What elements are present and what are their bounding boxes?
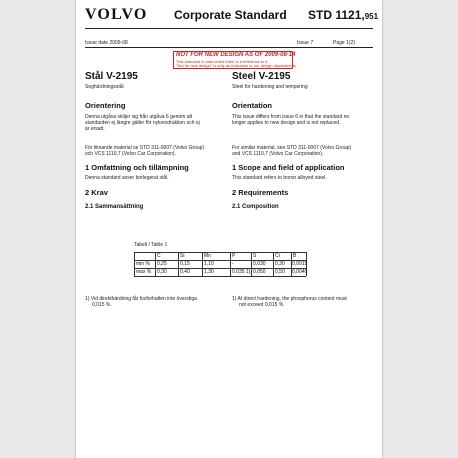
table-header-s: S [253, 253, 257, 259]
table-rule [178, 252, 179, 276]
table-rule [273, 252, 274, 276]
notice-title: NOT FOR NEW DESIGN AS OF 2009-08-14 [176, 52, 296, 58]
table-rule [134, 276, 306, 277]
table-rule [202, 252, 203, 276]
table-cell: 1,10 [204, 261, 214, 267]
page-value: 1(2) [346, 40, 355, 46]
issue-label: Issue [297, 40, 309, 46]
sv-scope-text: Denna standard avser borlegerat stål. [85, 175, 169, 181]
en-composition-heading: 2.1 Composition [232, 204, 279, 210]
table-cell: 0,30 [275, 261, 285, 267]
text-line: är ersatt. [85, 126, 105, 133]
table-rule [134, 252, 135, 276]
en-subtitle: Steel for hardening and tempering [232, 84, 308, 90]
sv-subtitle: Seghärdningsstål [85, 84, 124, 90]
text-line: For similar material, see STD 311-0007 (Volvo Group) [232, 145, 352, 151]
table-cell: 0,050 [253, 269, 266, 275]
table-header-b: B [293, 253, 297, 259]
table-cell: 0,035 1) [232, 269, 251, 275]
document-type: Corporate Standard [174, 8, 287, 22]
text-line: standarden ej längre gäller för nykonstruktion och ej [85, 120, 200, 127]
page-number [333, 40, 355, 46]
sv-scope-heading: 1 Omfattning och tillämpning [85, 163, 189, 172]
not-for-new-design-notice [173, 51, 297, 69]
table-rule [155, 252, 156, 276]
table-header-c: C [157, 253, 161, 259]
issue-date-value: 2009-08 [109, 40, 128, 46]
table-cell: 0,30 [157, 269, 167, 275]
en-orientation-paragraph-2 [232, 145, 351, 157]
table-cell: 0,15 [180, 261, 190, 267]
en-orientation-heading: Orientation [232, 101, 273, 110]
table-cell: 0,40 [180, 269, 190, 275]
volvo-logo: VOLVO [85, 6, 148, 23]
table-cell: 1,30 [204, 269, 214, 275]
sv-composition-heading: 2.1 Sammansättning [85, 204, 144, 210]
table-cell: 0,0015 [292, 261, 308, 267]
en-scope-text: This standard refers to boron alloyed steel. [232, 175, 327, 181]
standard-number [308, 8, 378, 22]
sv-footnote [85, 296, 197, 308]
standard-number-main: STD 1121, [308, 8, 365, 22]
table-caption: Tabell / Table 1 [134, 242, 168, 248]
sv-orientation-paragraph-2 [85, 145, 204, 157]
table-header-si: Si [180, 253, 185, 259]
table-row-label: min % [136, 261, 150, 267]
table-rule [251, 252, 252, 276]
text-line: 1) At direct hardening, the phosphorus content must [232, 296, 347, 302]
table-rule [230, 252, 231, 276]
table-header-cr: Cr [275, 253, 281, 259]
en-scope-heading: 1 Scope and field of application [232, 163, 345, 172]
text-line: För liknande material se STD 311-0007 (Volvo Group) [85, 145, 205, 151]
table-cell: 0,0040 [292, 269, 308, 275]
table-cell: 0,030 [253, 261, 266, 267]
header-rule-top [85, 28, 373, 29]
table-cell: 0,50 [275, 269, 285, 275]
sv-orientation-paragraph-1 [85, 114, 200, 133]
text-line: longer applies to new design and is not replaced. [232, 120, 341, 127]
document-page [76, 0, 382, 458]
sv-orientation-heading: Orientering [85, 101, 126, 110]
table-header-p: P [232, 253, 236, 259]
table-header-mn: Mn [204, 253, 211, 259]
notice-line-1: This standard is valid when there is a reference to it. [176, 59, 269, 64]
text-line: 1) Vid direkthärdning får fosforhalten inte överstiga [85, 296, 197, 302]
notice-line-2: "Not for new design" is only an indication to our design departments. [176, 63, 297, 68]
header-rule-bottom [85, 47, 373, 48]
issue-number [297, 40, 313, 46]
table-cell: - [232, 261, 234, 267]
text-line: not exceed 0,015 %. [239, 302, 285, 309]
en-footnote [232, 296, 347, 308]
text-line: This issue differs from issue 6 in that the standard no [232, 114, 350, 120]
text-line: 0,015 %. [92, 302, 112, 309]
table-cell: 0,25 [157, 261, 167, 267]
issue-value: 7 [310, 40, 314, 46]
sv-requirements-heading: 2 Krav [85, 188, 108, 197]
en-orientation-paragraph-1 [232, 114, 349, 126]
en-requirements-heading: 2 Requirements [232, 188, 289, 197]
text-line: and VCS 1110,7 (Volvo Car Corporation). [232, 151, 324, 158]
text-line: Denna utgåva skiljer sig från utgåva 6 genom att [85, 114, 193, 120]
sv-title: Stål V-2195 [85, 71, 138, 82]
text-line: och VCS 1110,7 (Volvo Car Corporation). [85, 151, 176, 158]
en-title: Steel V-2195 [232, 71, 291, 82]
page-label: Page [333, 40, 345, 46]
issue-date-label: Issue date [85, 40, 109, 46]
issue-date [85, 40, 128, 46]
standard-number-suffix: 951 [364, 12, 379, 21]
composition-table [134, 252, 306, 276]
table-row-label: max % [136, 269, 152, 275]
